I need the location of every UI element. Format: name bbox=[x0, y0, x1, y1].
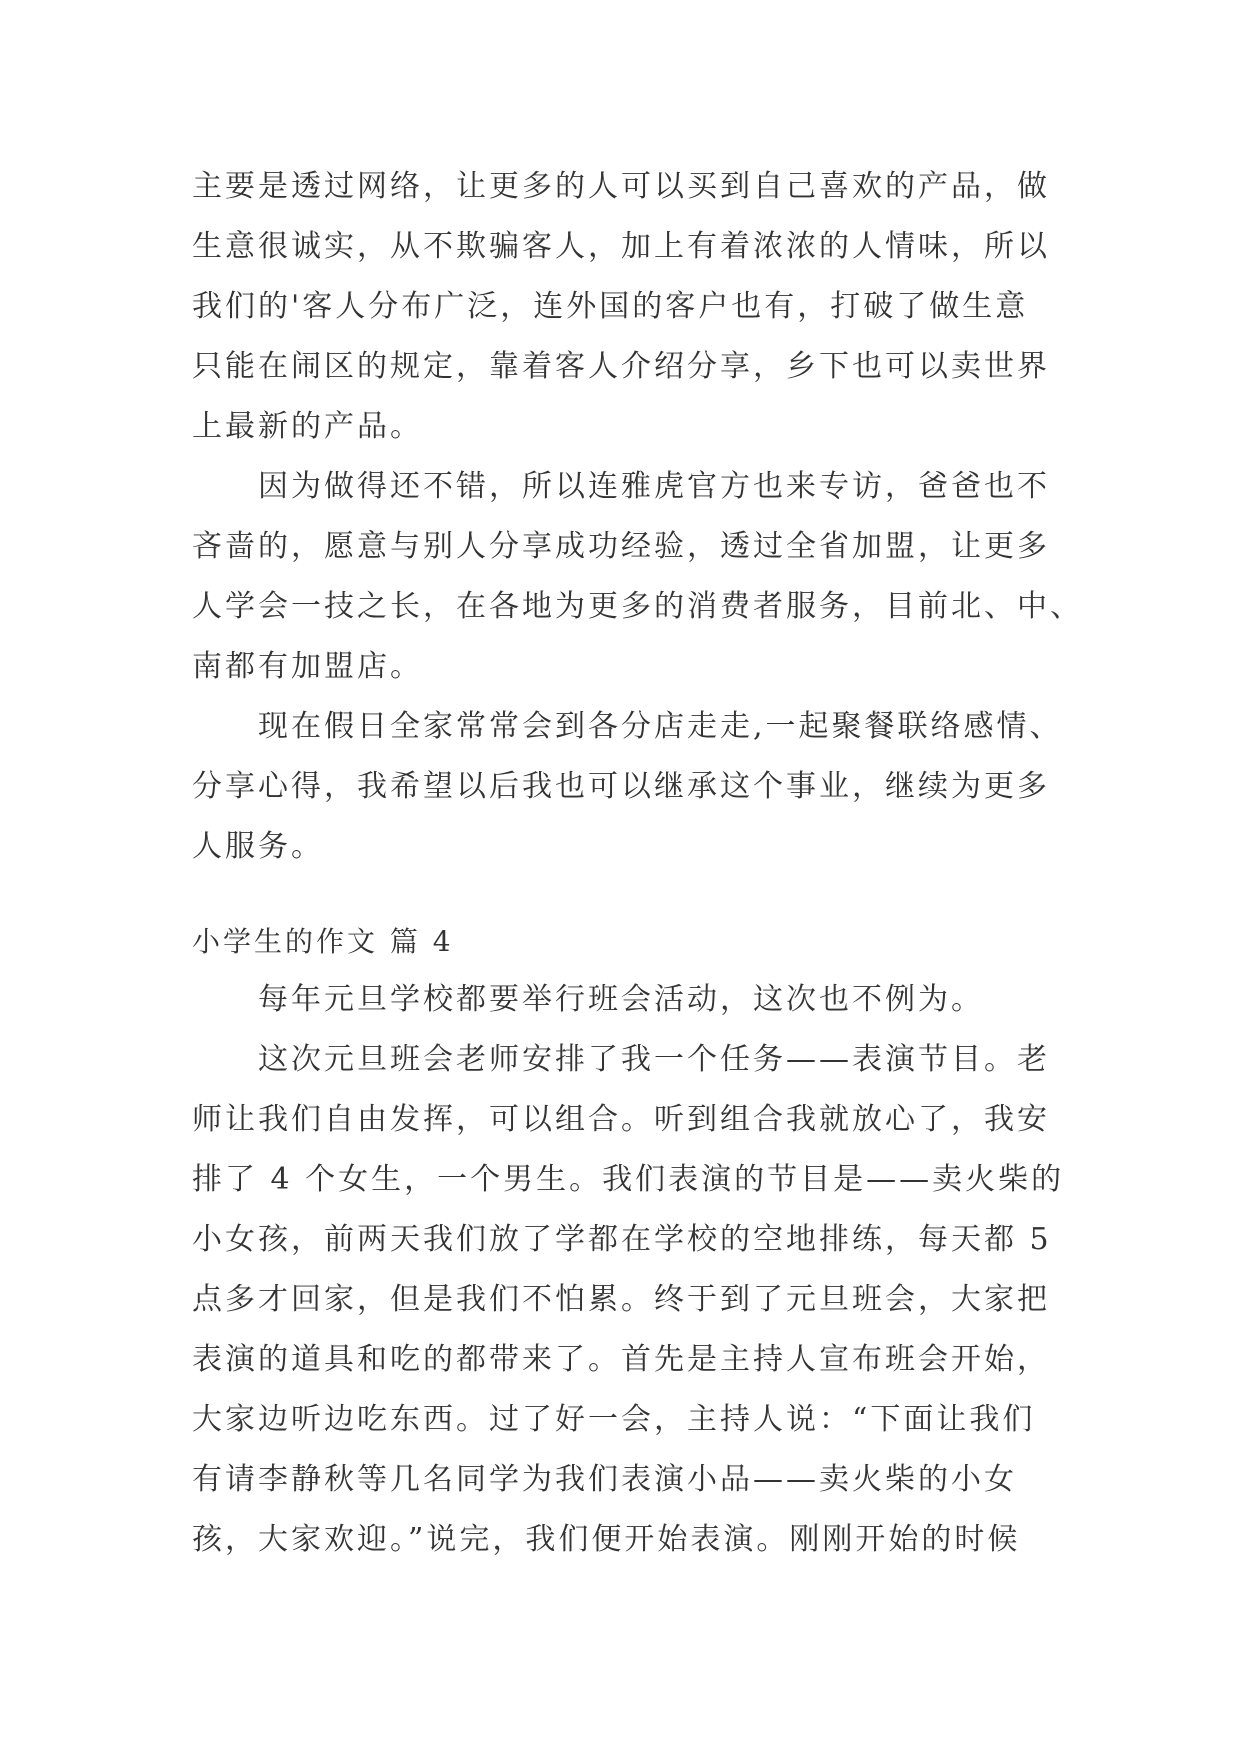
text-line: 只能在闹区的规定，靠着客人介绍分享，乡下也可以卖世界 bbox=[192, 349, 1050, 384]
text-line: 点多才回家，但是我们不怕累。终于到了元旦班会，大家把 bbox=[192, 1282, 1050, 1317]
text-line: 每年元旦学校都要举行班会活动，这次也不例为。 bbox=[192, 982, 984, 1017]
text-line: 有请李静秋等几名同学为我们表演小品——卖火柴的小女 bbox=[192, 1462, 1017, 1497]
text-line: 表演的道具和吃的都带来了。首先是主持人宣布班会开始， bbox=[192, 1342, 1050, 1377]
text-line: 因为做得还不错，所以连雅虎官方也来专访，爸爸也不 bbox=[192, 469, 1050, 504]
text-line: 这次元旦班会老师安排了我一个任务——表演节目。老 bbox=[192, 1042, 1050, 1077]
text-line: 吝啬的，愿意与别人分享成功经验，透过全省加盟，让更多 bbox=[192, 529, 1050, 564]
text-line: 主要是透过网络，让更多的人可以买到自己喜欢的产品，做 bbox=[192, 169, 1050, 204]
text-line: 南都有加盟店。 bbox=[192, 649, 423, 684]
text-line: 现在假日全家常常会到各分店走走,一起聚餐联络感情、 bbox=[192, 709, 1063, 744]
essay-body-part-1 bbox=[192, 157, 1083, 877]
text-line: 孩，大家欢迎。”说完，我们便开始表演。刚刚开始的时候 bbox=[192, 1522, 1021, 1557]
text-line: 人学会一技之长，在各地为更多的消费者服务，目前北、中、 bbox=[192, 589, 1083, 624]
text-line: 小女孩，前两天我们放了学都在学校的空地排练，每天都 5 bbox=[192, 1222, 1052, 1257]
text-line: 师让我们自由发挥，可以组合。听到组合我就放心了，我安 bbox=[192, 1102, 1050, 1137]
essay-body-part-2 bbox=[192, 970, 1065, 1570]
text-line: 生意很诚实，从不欺骗客人，加上有着浓浓的人情味，所以 bbox=[192, 229, 1050, 264]
text-line: 排了 4 个女生，一个男生。我们表演的节目是——卖火柴的 bbox=[192, 1162, 1065, 1197]
text-line: 我们的'客人分布广泛，连外国的客户也有，打破了做生意 bbox=[192, 289, 1029, 324]
text-line: 大家边听边吃东西。过了好一会，主持人说：“下面让我们 bbox=[192, 1402, 1036, 1437]
text-line: 上最新的产品。 bbox=[192, 409, 423, 444]
text-line: 分享心得，我希望以后我也可以继承这个事业，继续为更多 bbox=[192, 769, 1050, 804]
text-line: 人服务。 bbox=[192, 829, 324, 864]
essay-title: 小学生的作文 篇 4 bbox=[192, 925, 454, 958]
